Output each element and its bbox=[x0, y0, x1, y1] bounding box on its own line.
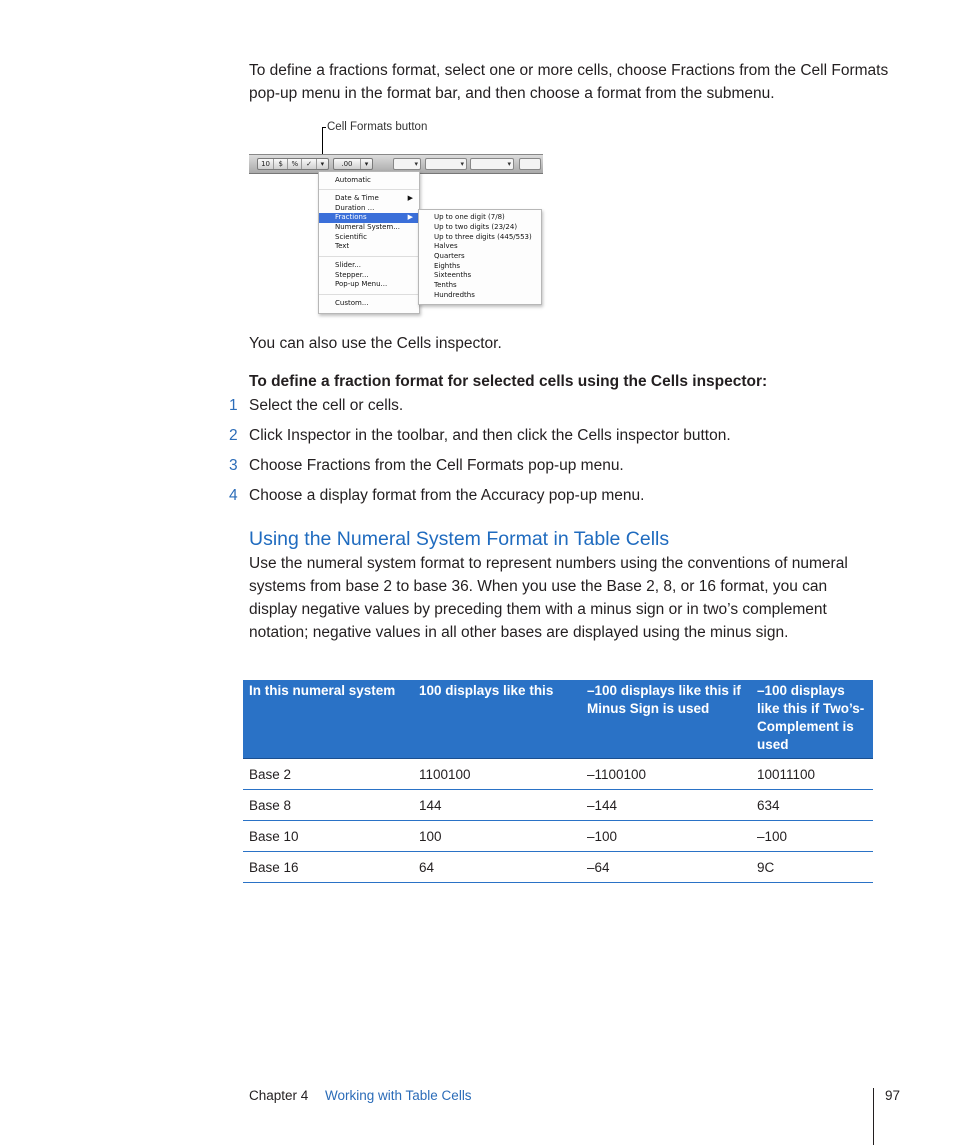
column-header: 100 displays like this bbox=[413, 680, 581, 759]
table-row bbox=[243, 852, 873, 883]
intro-paragraph: To define a fractions format, select one or more cells, choose Fractions from the Cell Formats pop-up menu in the format bar, and then choose a format from the submenu. bbox=[249, 62, 889, 102]
column-header: –100 displays like this if Minus Sign is used bbox=[581, 680, 751, 759]
table-cell: –64 bbox=[581, 852, 751, 883]
step-text: Click Inspector in the toolbar, and then click the Cells inspector button. bbox=[249, 427, 731, 444]
checkbox-format-button[interactable]: ✓ bbox=[302, 159, 316, 169]
menu-item-scientific[interactable]: Scientific bbox=[335, 233, 367, 241]
decimal-button-group bbox=[333, 158, 373, 170]
page-number: 97 bbox=[885, 1088, 901, 1103]
submenu-item[interactable]: Halves bbox=[434, 242, 458, 250]
table-row bbox=[243, 821, 873, 852]
size-popup[interactable] bbox=[470, 158, 514, 170]
cell-formats-menu bbox=[318, 171, 420, 314]
table-cell: 144 bbox=[413, 790, 581, 821]
table-cell: 9C bbox=[751, 852, 873, 883]
table-cell: 100 bbox=[413, 821, 581, 852]
decimal-places-button[interactable]: .00 bbox=[334, 159, 361, 169]
chevron-down-icon: ▾ bbox=[507, 160, 511, 168]
column-header: –100 displays like this if Two’s-Complement is used bbox=[751, 680, 873, 759]
submenu-item[interactable]: Eighths bbox=[434, 262, 461, 270]
section-paragraph: Use the numeral system format to represent numbers using the conventions of numeral systems from base 2 to base 36. When you use the Base 2, 8, or 16 format, you can display negative values by preceding them with a minus sign or in two’s complement notation; negative values in all other bases are displayed using the minus sign. bbox=[249, 555, 848, 641]
table-cell: –100 bbox=[581, 821, 751, 852]
submenu-item[interactable]: Up to two digits (23/24) bbox=[434, 223, 518, 231]
menu-separator bbox=[319, 256, 419, 257]
task-heading: To define a fraction format for selected cells using the Cells inspector: bbox=[249, 373, 768, 390]
table-cell: 64 bbox=[413, 852, 581, 883]
submenu-item[interactable]: Tenths bbox=[434, 281, 457, 289]
decimal-dropdown-button[interactable]: ▾ bbox=[364, 160, 369, 168]
menu-item-text[interactable]: Text bbox=[335, 242, 350, 250]
chevron-down-icon: ▾ bbox=[414, 160, 418, 168]
format-button-group bbox=[257, 158, 329, 170]
table-row bbox=[243, 790, 873, 821]
stroke-popup[interactable] bbox=[425, 158, 467, 170]
section-heading: Using the Numeral System Format in Table Cells bbox=[249, 528, 670, 550]
step-text: Choose Fractions from the Cell Formats pop-up menu. bbox=[249, 457, 624, 474]
menu-item-fractions[interactable]: Fractions ▶ bbox=[319, 213, 419, 223]
menu-item-date-time[interactable]: Date & Time ▶ bbox=[335, 194, 413, 202]
fractions-submenu bbox=[418, 209, 542, 305]
submenu-item[interactable]: Quarters bbox=[434, 252, 465, 260]
menu-separator bbox=[319, 294, 419, 295]
table-cell: –1100100 bbox=[581, 759, 751, 790]
column-header: In this numeral system bbox=[243, 680, 413, 759]
table-cell: Base 2 bbox=[243, 759, 413, 790]
menu-item-numeral-system[interactable]: Numeral System... bbox=[335, 223, 400, 231]
callout-label: Cell Formats button bbox=[327, 121, 428, 133]
table-cell: 1100100 bbox=[413, 759, 581, 790]
cell-formats-button[interactable]: ▾ bbox=[320, 160, 325, 168]
menu-item-popup-menu[interactable]: Pop-up Menu... bbox=[335, 280, 388, 288]
step-number: 4 bbox=[229, 487, 238, 504]
step-number: 3 bbox=[229, 457, 238, 474]
menu-item-automatic[interactable]: Automatic bbox=[335, 176, 371, 184]
color-well[interactable] bbox=[519, 158, 541, 170]
menu-item-slider[interactable]: Slider... bbox=[335, 261, 361, 269]
currency-format-button[interactable]: $ bbox=[274, 159, 288, 169]
percent-format-button[interactable]: % bbox=[288, 159, 302, 169]
table-cell: –144 bbox=[581, 790, 751, 821]
footer-chapter: Chapter 4 bbox=[249, 1088, 309, 1103]
step-number: 2 bbox=[229, 427, 238, 444]
step-number: 1 bbox=[229, 397, 238, 414]
number-format-button[interactable]: 10 bbox=[258, 159, 274, 169]
menu-item-custom[interactable]: Custom... bbox=[335, 299, 369, 307]
inspector-note: You can also use the Cells inspector. bbox=[249, 335, 502, 352]
table-cell: 634 bbox=[751, 790, 873, 821]
submenu-arrow-icon: ▶ bbox=[407, 194, 413, 202]
menu-item-duration[interactable]: Duration ... bbox=[335, 204, 375, 212]
step-text: Choose a display format from the Accuracy pop-up menu. bbox=[249, 487, 645, 504]
chevron-down-icon: ▾ bbox=[460, 160, 464, 168]
submenu-item[interactable]: Sixteenths bbox=[434, 271, 472, 279]
footer-chapter-title[interactable]: Working with Table Cells bbox=[325, 1088, 472, 1103]
footer-divider bbox=[873, 1088, 874, 1145]
table-cell: –100 bbox=[751, 821, 873, 852]
table-row bbox=[243, 759, 873, 790]
step-text: Select the cell or cells. bbox=[249, 397, 404, 414]
menu-item-stepper[interactable]: Stepper... bbox=[335, 271, 369, 279]
submenu-arrow-icon: ▶ bbox=[407, 213, 413, 221]
numeral-system-table bbox=[243, 680, 873, 883]
table-header-row bbox=[243, 680, 873, 759]
table-cell: Base 10 bbox=[243, 821, 413, 852]
border-style-popup[interactable] bbox=[393, 158, 421, 170]
submenu-item[interactable]: Up to one digit (7/8) bbox=[434, 213, 505, 221]
table-cell: Base 16 bbox=[243, 852, 413, 883]
table-cell: 10011100 bbox=[751, 759, 873, 790]
submenu-item[interactable]: Hundredths bbox=[434, 291, 475, 299]
submenu-item[interactable]: Up to three digits (445/553) bbox=[434, 233, 532, 241]
menu-separator bbox=[319, 189, 419, 190]
table-cell: Base 8 bbox=[243, 790, 413, 821]
